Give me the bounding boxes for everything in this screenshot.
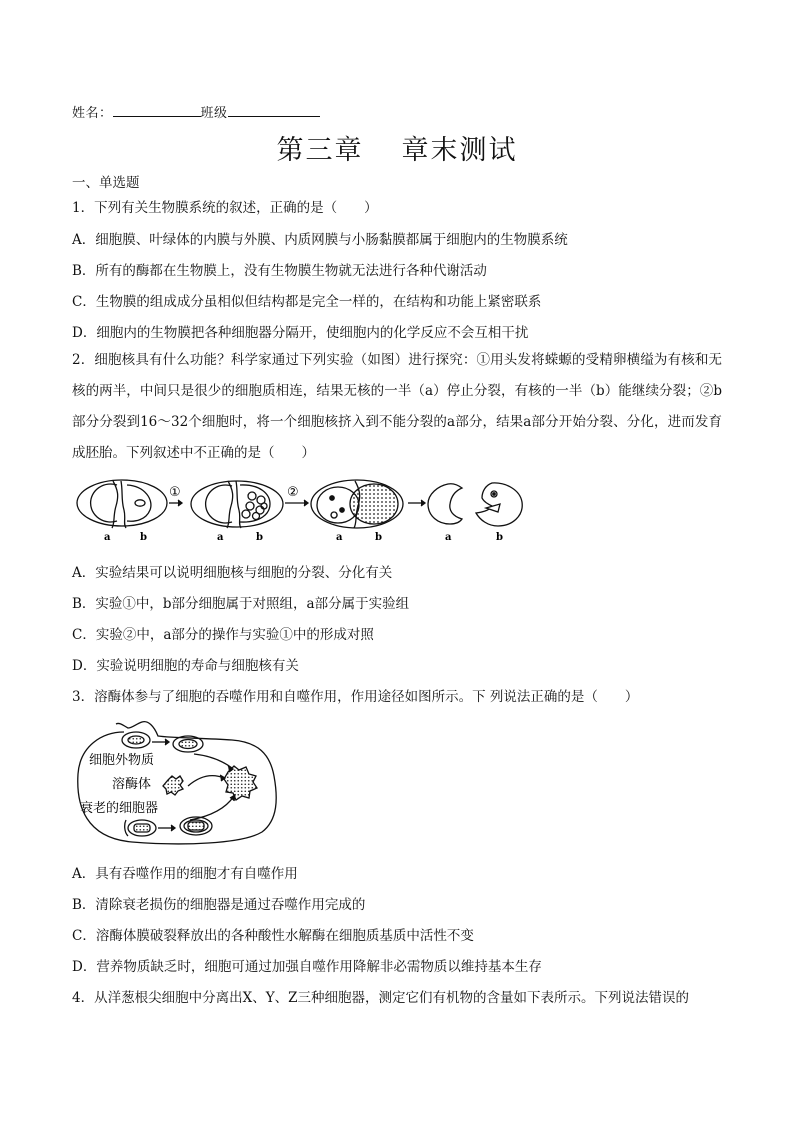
q3-option-d[interactable]: D．营养物质缺乏时，细胞可通过加强自噬作用降解非必需物质以维持基本生存 [72, 959, 542, 975]
class-blank[interactable] [228, 104, 320, 117]
half-a-shape [428, 484, 462, 524]
class-label: 班级 [200, 106, 228, 121]
step-marker-2: ② [287, 485, 299, 500]
q2-option-d[interactable]: D．实验说明细胞的寿命与细胞核有关 [72, 658, 299, 674]
step-marker-1: ① [169, 485, 181, 500]
q2-stem: 2．细胞核具有什么功能？科学家通过下列实验（如图）进行探究：①用头发将蝾螈的受精卵横缢为有核和无核的两半，中间只是很少的细胞质相连，结果无核的一半（a）停止分裂，有核的一半（b）能继续分裂；②b部分分裂到16～32个细胞时，将一个细胞核挤入到不能分裂的a部分，结果a部分开始分裂、分化，进而发育成胚胎。下列叙述中不正确的是（ ） [72, 352, 722, 461]
q2-option-b[interactable]: B．实验①中，b部分细胞属于对照组，a部分属于实验组 [72, 596, 410, 612]
q1-option-d[interactable]: D．细胞内的生物膜把各种细胞器分隔开，使细胞内的化学反应不会互相干扰 [72, 325, 529, 341]
q4-stem: 4．从洋葱根尖细胞中分离出X、Y、Z三种细胞器，测定它们有机物的含量如下表所示。下列说法错误的 [72, 990, 689, 1006]
label-b-2: b [256, 532, 263, 543]
page-title [0, 128, 794, 167]
label-outer-substance: 细胞外物质 [89, 753, 155, 768]
label-b-1: b [140, 532, 147, 543]
name-label: 姓名： [72, 106, 113, 121]
newt-egg-experiment-figure [72, 476, 532, 546]
q3-option-b[interactable]: B．清除衰老损伤的细胞器是通过吞噬作用完成的 [72, 897, 366, 913]
q3-stem: 3．溶酶体参与了细胞的吞噬作用和自噬作用，作用途径如图所示。下 列说法正确的是（ ） [72, 689, 639, 705]
student-info-line [72, 102, 320, 121]
q1-option-b[interactable]: B．所有的酶都在生物膜上，没有生物膜生物就无法进行各种代谢活动 [72, 263, 487, 279]
title-chapter: 第三章 [276, 135, 364, 166]
q1-option-c[interactable]: C．生物膜的组成成分虽相似但结构都是完全一样的，在结构和功能上紧密联系 [72, 294, 542, 310]
label-a-4: a [445, 532, 452, 543]
title-name: 章末测试 [401, 135, 518, 166]
q3-option-a[interactable]: A．具有吞噬作用的细胞才有自噬作用 [72, 866, 298, 882]
egg-stage-1 [77, 480, 167, 528]
name-blank[interactable] [113, 104, 201, 117]
section-heading: 一、单选题 [72, 175, 140, 191]
egg-stage-3 [311, 480, 403, 528]
egg-stage-2 [191, 481, 283, 528]
q1-option-a[interactable]: A．细胞膜、叶绿体的内膜与外膜、内质网膜与小肠黏膜都属于细胞内的生物膜系统 [72, 232, 568, 248]
label-lysosome: 溶酶体 [112, 777, 152, 792]
q2-option-a[interactable]: A．实验结果可以说明细胞核与细胞的分裂、分化有关 [72, 565, 393, 581]
label-b-4: b [496, 532, 503, 543]
label-a-3: a [336, 532, 343, 543]
label-aging-organelle: 衰老的细胞器 [80, 801, 159, 816]
label-a-1: a [104, 532, 111, 543]
q3-option-c[interactable]: C．溶酶体膜破裂释放出的各种酸性水解酶在细胞质基质中活性不变 [72, 928, 474, 944]
label-a-2: a [217, 532, 224, 543]
q1-stem: 1．下列有关生物膜系统的叙述，正确的是（ ） [72, 200, 378, 216]
lysosome-pathway-figure [72, 716, 282, 848]
q2-option-c[interactable]: C．实验②中，a部分的操作与实验①中的形成对照 [72, 627, 374, 643]
label-b-3: b [375, 532, 382, 543]
